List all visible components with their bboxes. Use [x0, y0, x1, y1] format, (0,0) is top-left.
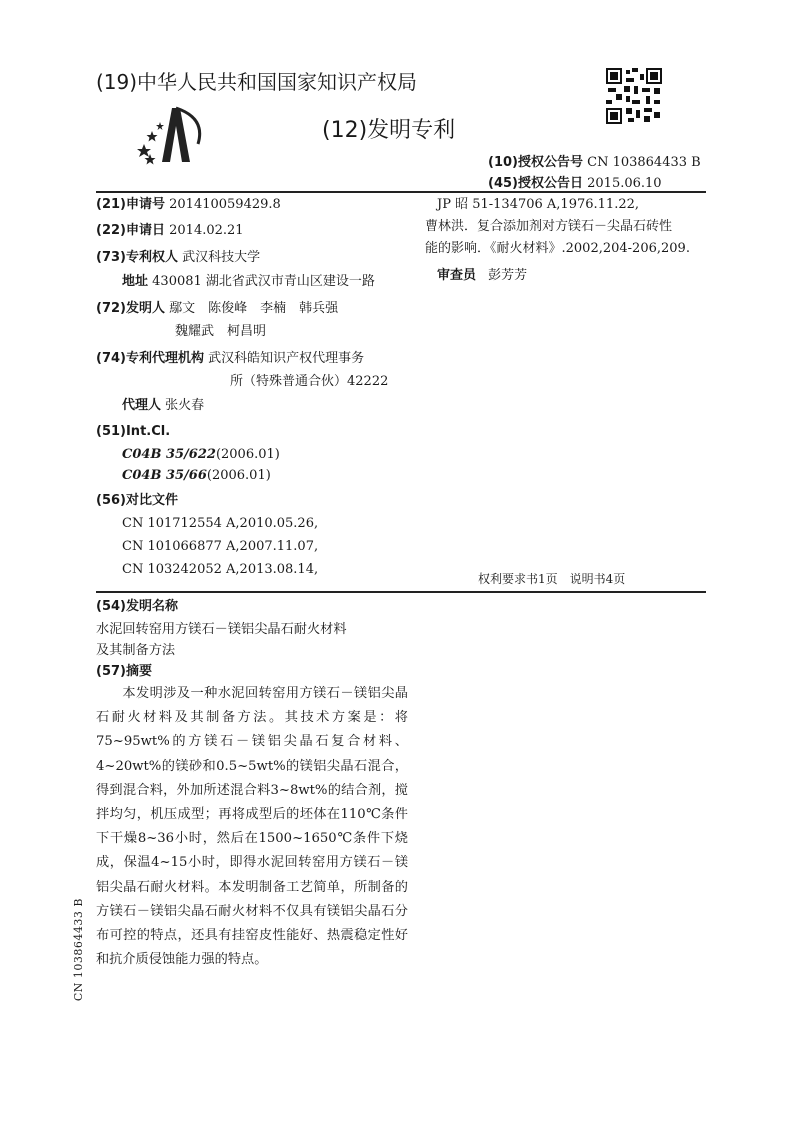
- address-row: [122, 272, 375, 292]
- abstract-label: (57)摘要: [96, 664, 152, 679]
- cited-reference-1: CN 101712554 A,2010.05.26,: [122, 516, 319, 531]
- ipc-classification-1: [122, 445, 280, 465]
- grant-date-label: (45)授权公告日: [488, 176, 583, 191]
- page-count-note: 权利要求书1页 说明书4页: [478, 572, 626, 586]
- inventors-label: (72)发明人: [96, 301, 165, 316]
- address-value: 430081 湖北省武汉市青山区建设一路: [152, 274, 375, 289]
- side-publication-number: CN 103864433 B: [72, 898, 85, 1002]
- section-rule: [96, 591, 706, 593]
- application-number-value: 201410059429.8: [169, 197, 281, 212]
- invention-title-line-2: 及其制备方法: [96, 643, 176, 658]
- ipc-code-2: C04B 35/66: [122, 468, 207, 483]
- application-number-label: (21)申请号: [96, 197, 165, 212]
- agent-value: 张火春: [165, 398, 205, 413]
- application-date-row: [96, 221, 244, 241]
- grant-date-row: [488, 172, 662, 191]
- cited-reference-5-line-1: 曹林洪．复合添加剂对方镁石－尖晶石砖性: [425, 219, 673, 234]
- examiner-label: 审查员: [437, 268, 477, 283]
- agency-row: [96, 349, 364, 369]
- grant-number-value: CN 103864433 B: [587, 155, 701, 170]
- abstract-text: 本发明涉及一种水泥回转窑用方镁石－镁铝尖晶石耐火材料及其制备方法。其技术方案是：将75~95wt%的方镁石－镁铝尖晶石复合材料、4~20wt%的镁砂和0.5~5wt%的镁铝尖晶石混合，得到混合料，外加所述混合料3~8wt%的结合剂，搅拌均匀，机压成型；再将成型后的坯体在110℃条件下干燥8~36小时，然后在1500~1650℃条件下烧成，保温4~15小时，即得水泥回转窑用方镁石－镁铝尖晶石耐火材料。本发明制备工艺简单，所制备的方镁石－镁铝尖晶石耐火材料不仅具有镁铝尖晶石分布可控的特点，还具有挂窑皮性能好、热震稳定性好和抗介质侵蚀能力强的特点。: [96, 686, 408, 968]
- ipc-version-2: (2006.01): [206, 468, 271, 483]
- cited-reference-5-line-2: 能的影响．《耐火材料》.2002,204-206,209.: [425, 241, 690, 256]
- ipc-classification-2: [122, 466, 271, 486]
- patent-kind-title: (12)发明专利: [322, 118, 456, 143]
- header-rule: [96, 191, 706, 193]
- cited-reference-2: CN 101066877 A,2007.11.07,: [122, 539, 319, 554]
- invention-title-label: (54)发明名称: [96, 599, 178, 614]
- examiner-row: [437, 266, 527, 286]
- inventors-line-1: 鄢文 陈俊峰 李楠 韩兵强: [169, 301, 339, 316]
- examiner-value: 彭芳芳: [488, 268, 528, 283]
- application-date-value: 2014.02.21: [169, 223, 244, 238]
- inventors-line-2: 魏耀武 柯昌明: [175, 324, 267, 339]
- agency-line-2: 所（特殊普通合伙）42222: [230, 374, 389, 389]
- issuing-office: (19)中华人民共和国国家知识产权局: [96, 70, 418, 94]
- patentee-value: 武汉科技大学: [182, 250, 261, 265]
- sipo-emblem-icon: [136, 104, 212, 166]
- cited-references-label: (56)对比文件: [96, 493, 178, 508]
- agency-line-1: 武汉科皓知识产权代理事务: [208, 351, 365, 366]
- agent-row: [122, 396, 204, 416]
- patentee-row: [96, 248, 260, 268]
- application-number-row: [96, 195, 281, 215]
- inventors-row: [96, 299, 338, 319]
- cited-reference-3: CN 103242052 A,2013.08.14,: [122, 562, 319, 577]
- qr-code-icon: [606, 68, 662, 124]
- application-date-label: (22)申请日: [96, 223, 165, 238]
- invention-title-line-1: 水泥回转窑用方镁石－镁铝尖晶石耐火材料: [96, 622, 347, 637]
- address-label: 地址: [122, 274, 149, 289]
- cited-reference-4: JP 昭 51-134706 A,1976.11.22,: [437, 197, 640, 212]
- agency-label: (74)专利代理机构: [96, 351, 204, 366]
- ipc-version-1: (2006.01): [215, 447, 280, 462]
- grant-number-row: [488, 151, 701, 170]
- intcl-label: (51)Int.Cl.: [96, 424, 171, 439]
- patentee-label: (73)专利权人: [96, 250, 178, 265]
- grant-number-label: (10)授权公告号: [488, 155, 583, 170]
- ipc-code-1: C04B 35/622: [122, 447, 216, 462]
- grant-date-value: 2015.06.10: [587, 176, 662, 191]
- agent-label: 代理人: [122, 398, 162, 413]
